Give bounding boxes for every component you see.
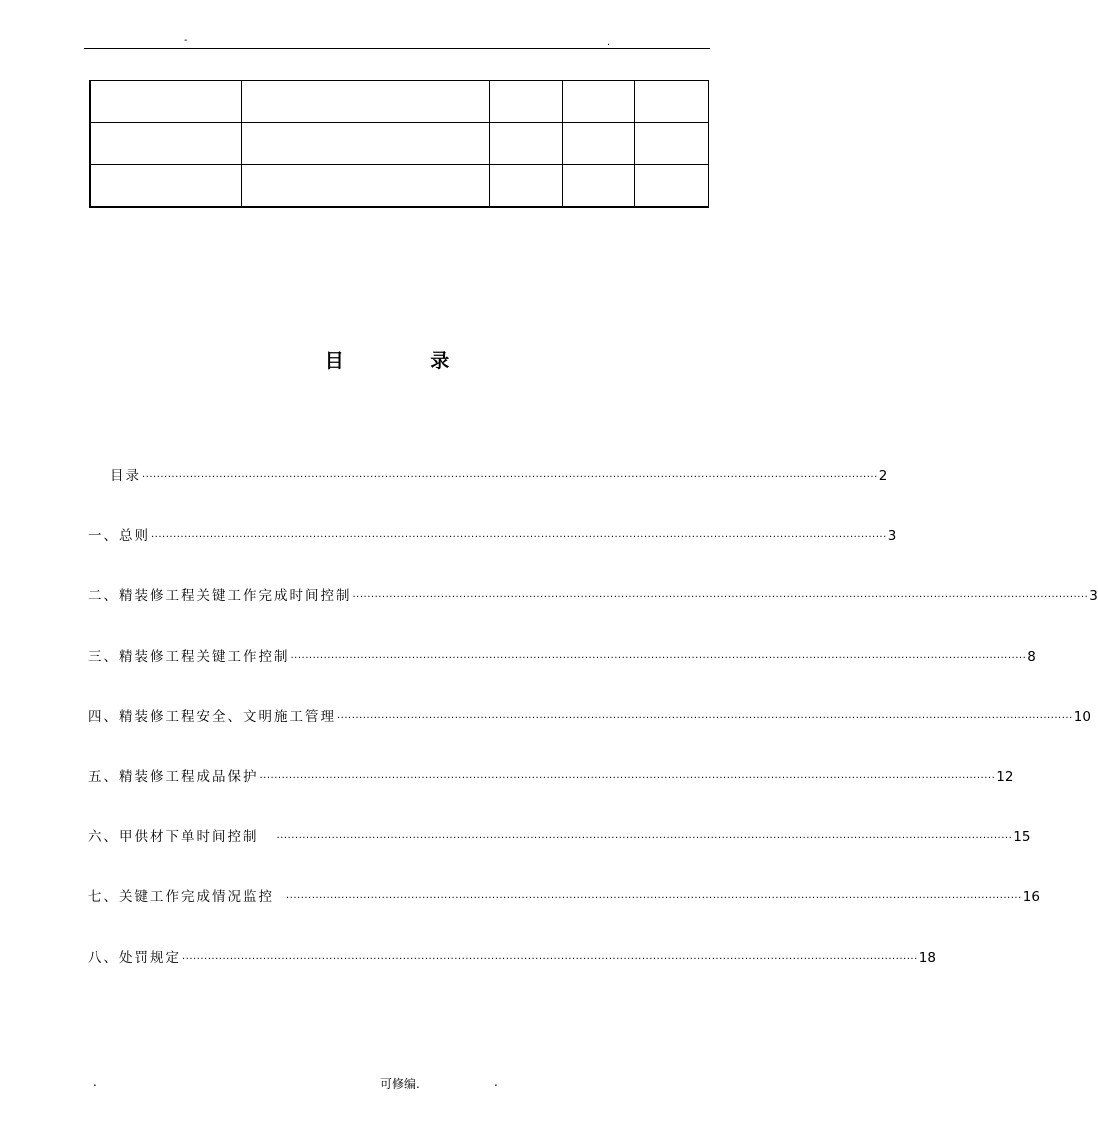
toc-entry-label: 三、精装修工程关键工作控制 (88, 649, 290, 665)
footer-mark-left: . (93, 1075, 97, 1089)
toc-entry-label: 七、关键工作完成情况监控 (88, 889, 274, 905)
toc-leader: ········································································································································································································ (259, 773, 996, 784)
toc-leader: ········································································································································································································ (182, 954, 918, 965)
toc-leader: ········································································································································································································ (352, 592, 1089, 603)
footer-text: 可修编. (380, 1077, 420, 1091)
header-mark-right: . (607, 37, 611, 48)
toc-entry[interactable] (88, 765, 1014, 785)
table-row (90, 81, 708, 123)
toc-entry-page: 3 (1089, 588, 1098, 604)
table-cell (489, 81, 562, 123)
table-cell (241, 81, 489, 123)
toc-leader: ········································································································································································································ (337, 713, 1073, 724)
toc-entry[interactable] (88, 705, 1091, 725)
toc-leader: ········································································································································································································ (151, 532, 887, 543)
table-row (90, 123, 708, 165)
toc-entry[interactable] (88, 524, 897, 544)
toc-entry-page: 16 (1022, 889, 1040, 905)
table-cell (241, 123, 489, 165)
toc-entry-label: 四、精装修工程安全、文明施工管理 (88, 709, 336, 725)
toc-entry[interactable] (88, 645, 1036, 665)
table-cell (634, 123, 708, 165)
toc-entry-page: 12 (996, 769, 1014, 785)
table-cell (90, 123, 241, 165)
toc-entry-page: 8 (1027, 649, 1036, 665)
table-cell (90, 165, 241, 208)
footer-mark-right: . (494, 1075, 498, 1089)
table-cell (634, 165, 708, 208)
toc-entry-page: 18 (918, 950, 936, 966)
toc-entry[interactable] (88, 584, 1098, 604)
table-cell (241, 165, 489, 208)
toc-entry-label: 八、处罚规定 (88, 950, 181, 966)
toc-entry[interactable] (88, 825, 1031, 845)
table-row (90, 165, 708, 208)
header-rule (84, 48, 710, 49)
toc-entry-label: 五、精装修工程成品保护 (88, 769, 259, 785)
table-cell (562, 81, 634, 123)
table-cell (562, 123, 634, 165)
table-cell (634, 81, 708, 123)
toc-entry-page: 15 (1013, 829, 1031, 845)
toc-entry-label: 二、精装修工程关键工作完成时间控制 (88, 588, 352, 604)
toc-leader: ········································································································································································································ (276, 833, 1013, 844)
blank-table (89, 80, 709, 208)
toc-leader: ········································································································································································································ (142, 472, 878, 483)
toc-entry-page: 3 (887, 528, 897, 544)
table-cell (90, 81, 241, 123)
toc-entry-label: 一、总则 (88, 528, 150, 544)
table-cell (562, 165, 634, 208)
toc-leader: ········································································································································································································ (290, 653, 1027, 664)
toc-entry-page: 2 (878, 468, 888, 484)
toc-entry-label: 目录 (110, 468, 141, 484)
toc-entry[interactable] (88, 885, 1040, 905)
header-mark-left: - (184, 35, 188, 46)
toc-entry-page: 10 (1073, 709, 1091, 725)
table-cell (489, 165, 562, 208)
toc-leader: ········································································································································································································ (286, 893, 1022, 904)
toc-entry-label: 六、甲供材下单时间控制 (88, 829, 259, 845)
toc-entry[interactable] (88, 946, 936, 966)
toc-title: 目 录 (324, 350, 490, 372)
table-cell (489, 123, 562, 165)
toc-entry[interactable] (110, 464, 888, 484)
